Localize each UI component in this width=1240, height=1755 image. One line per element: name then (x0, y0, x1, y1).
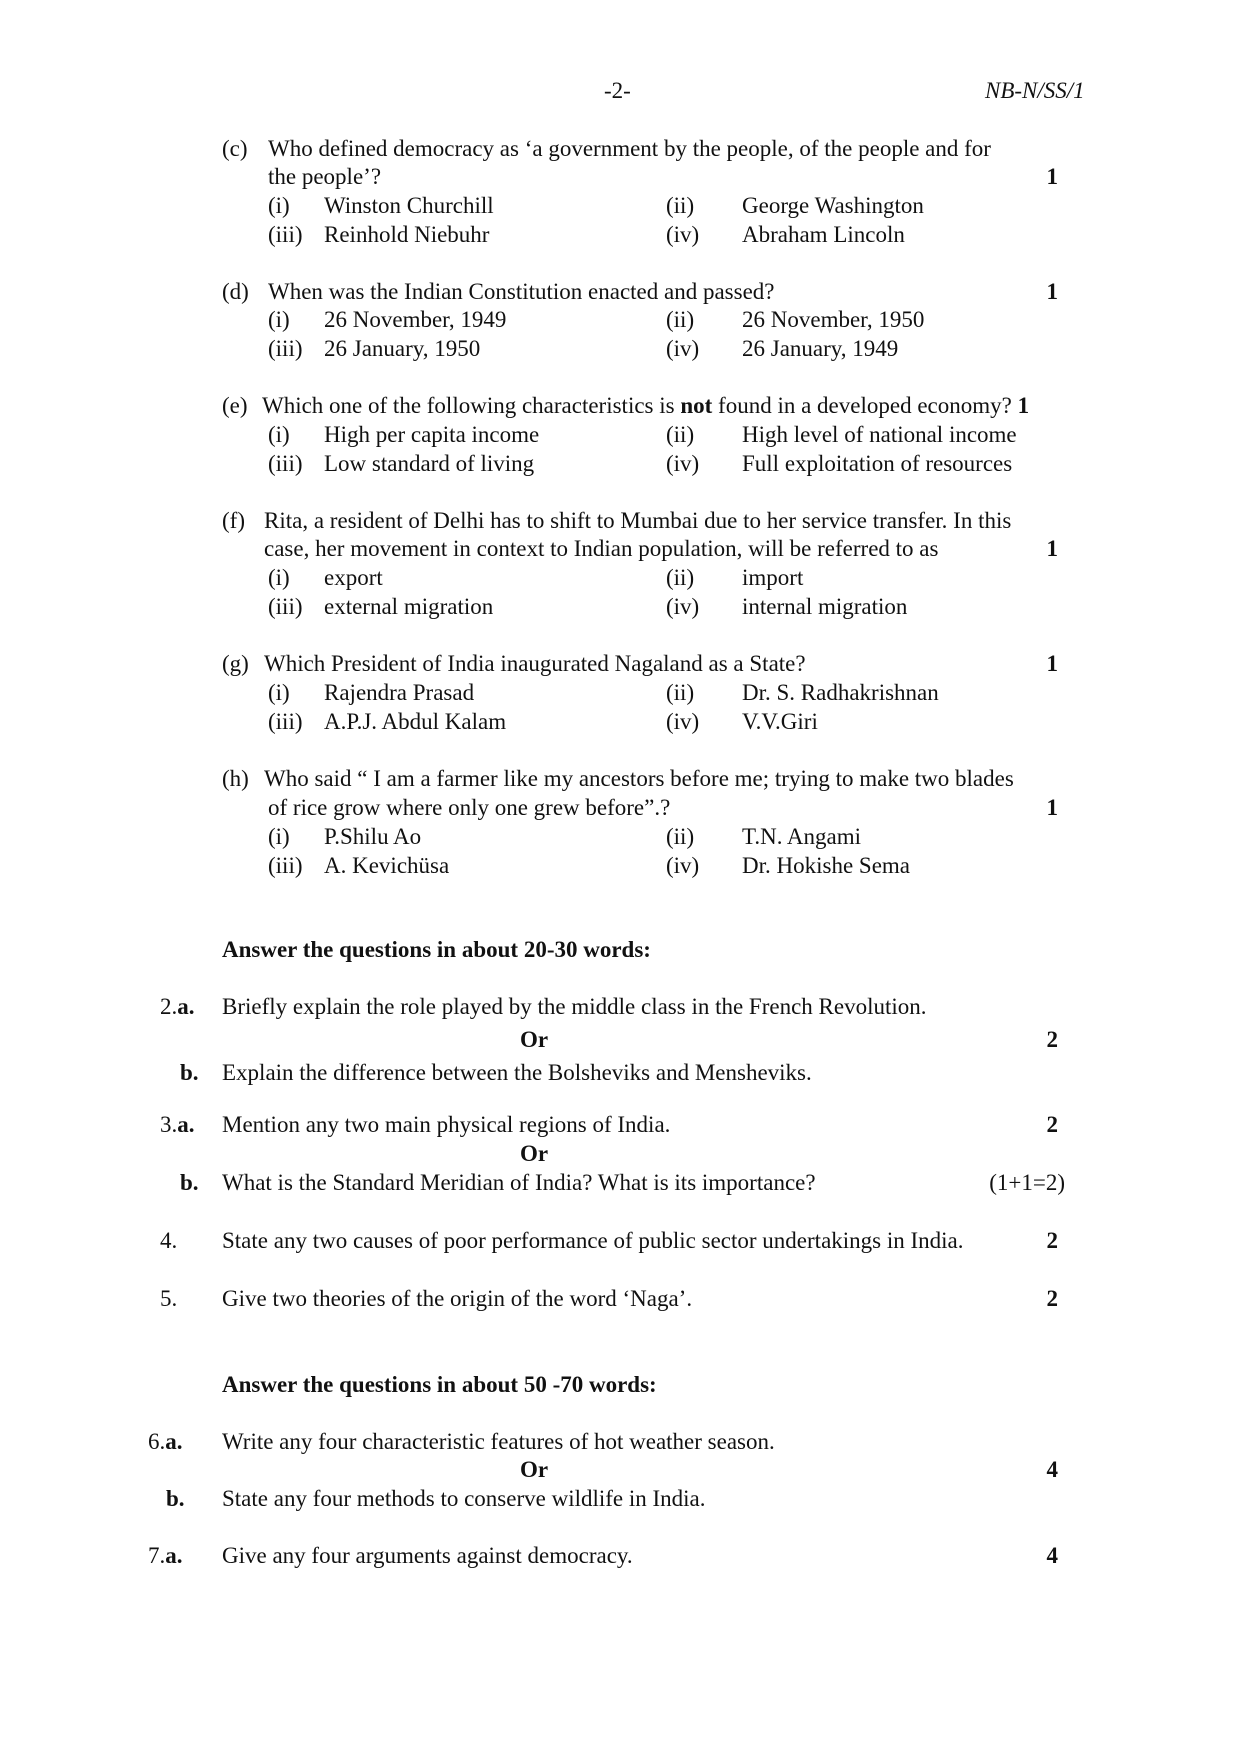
question-3b-text: What is the Standard Meridian of India? What is its importance? (222, 1170, 816, 1195)
question-number (148, 1541, 183, 1570)
option-text: Rajendra Prasad (324, 680, 475, 705)
marks-breakdown: (1+1=2) (989, 1170, 1065, 1195)
question-text-pre: Which one of the following characteristics is (262, 393, 675, 418)
option-text: 26 November, 1949 (324, 307, 507, 332)
marks: 4 (1046, 1457, 1058, 1482)
option-num: (iii) (268, 451, 303, 476)
option-text: Abraham Lincoln (742, 222, 905, 247)
or-label: Or (520, 1141, 549, 1166)
question-num: 3. (160, 1112, 178, 1137)
option-label-a: a. (165, 1543, 183, 1568)
marks: 1 (1046, 651, 1058, 676)
marks: 1 (1046, 164, 1058, 189)
option-text: Reinhold Niebuhr (324, 222, 490, 247)
question-text-line-1: Who said “ I am a farmer like my ancestors before me; trying to make two blades (264, 766, 1014, 791)
question-5-text: Give two theories of the origin of the word ‘Naga’. (222, 1286, 693, 1311)
option-num: (iv) (666, 594, 700, 619)
option-text: Dr. S. Radhakrishnan (742, 680, 939, 705)
question-2b-text: Explain the difference between the Bolsheviks and Mensheviks. (222, 1060, 812, 1085)
question-number: 4. (160, 1228, 178, 1253)
marks: 4 (1046, 1543, 1058, 1568)
question-text-line-1 (262, 391, 1029, 420)
option-num: (ii) (666, 307, 695, 332)
option-text: Dr. Hokishe Sema (742, 853, 911, 878)
question-text-post: found in a developed economy? (718, 393, 1012, 418)
option-text: High level of national income (742, 422, 1017, 447)
option-text: 26 January, 1950 (324, 336, 481, 361)
marks: 2 (1046, 1112, 1058, 1137)
option-num: (i) (268, 307, 290, 332)
option-num: (i) (268, 680, 290, 705)
question-label: (e) (222, 393, 248, 418)
option-num: (ii) (666, 565, 695, 590)
section-heading-short-answer: Answer the questions in about 20-30 words: (222, 937, 651, 962)
option-num: (iii) (268, 222, 303, 247)
question-7a-text: Give any four arguments against democracy. (222, 1543, 633, 1568)
option-label-b: b. (166, 1486, 185, 1511)
option-text: P.Shilu Ao (324, 824, 422, 849)
page-number: -2- (604, 78, 631, 103)
option-label-a: a. (177, 994, 195, 1019)
marks: 2 (1046, 1027, 1058, 1052)
question-text-line-1: When was the Indian Constitution enacted and passed? (268, 279, 775, 304)
option-text: George Washington (742, 193, 924, 218)
marks: 1 (1046, 536, 1058, 561)
option-text: import (742, 565, 804, 590)
option-num: (iii) (268, 853, 303, 878)
option-text: 26 January, 1949 (742, 336, 899, 361)
option-text: Full exploitation of resources (742, 451, 1013, 476)
option-num: (i) (268, 565, 290, 590)
question-text-line-1: Who defined democracy as ‘a government by the people, of the people and for (268, 136, 991, 161)
question-2a-text: Briefly explain the role played by the middle class in the French Revolution. (222, 994, 927, 1019)
option-text: A. Kevichüsa (324, 853, 450, 878)
option-text: 26 November, 1950 (742, 307, 925, 332)
question-text-line-1: Which President of India inaugurated Nagaland as a State? (264, 651, 806, 676)
question-num: 2. (160, 994, 178, 1019)
question-number (160, 1110, 195, 1139)
option-text: external migration (324, 594, 494, 619)
question-text-line-2: the people’? (268, 164, 382, 189)
option-text: Winston Churchill (324, 193, 494, 218)
question-number: 5. (160, 1286, 178, 1311)
option-label-b: b. (180, 1060, 199, 1085)
option-num: (ii) (666, 680, 695, 705)
option-num: (iii) (268, 336, 303, 361)
option-num: (ii) (666, 824, 695, 849)
marks: 2 (1046, 1286, 1058, 1311)
question-num: 6. (148, 1429, 166, 1454)
question-number (160, 992, 195, 1021)
option-text: Low standard of living (324, 451, 535, 476)
option-num: (i) (268, 824, 290, 849)
question-number (148, 1427, 183, 1456)
question-label: (c) (222, 136, 248, 161)
option-num: (i) (268, 193, 290, 218)
question-label: (d) (222, 279, 249, 304)
option-num: (iv) (666, 853, 700, 878)
question-text-emphasis: not (680, 393, 713, 418)
option-label-a: a. (177, 1112, 195, 1137)
option-num: (iii) (268, 594, 303, 619)
option-text: V.V.Giri (742, 709, 818, 734)
marks: 1 (1046, 795, 1058, 820)
question-label: (g) (222, 651, 249, 676)
question-label: (f) (222, 508, 245, 533)
question-6a-text: Write any four characteristic features of hot weather season. (222, 1429, 775, 1454)
question-text-line-2: of rice grow where only one grew before”.? (268, 795, 671, 820)
question-6b-text: State any four methods to conserve wildlife in India. (222, 1486, 706, 1511)
option-text: A.P.J. Abdul Kalam (324, 709, 507, 734)
marks: 1 (1017, 393, 1030, 418)
or-label: Or (520, 1027, 549, 1052)
or-label: Or (520, 1457, 549, 1482)
question-3a-text: Mention any two main physical regions of India. (222, 1112, 671, 1137)
option-num: (iv) (666, 336, 700, 361)
option-num: (ii) (666, 422, 695, 447)
option-num: (iv) (666, 222, 700, 247)
section-heading-long-answer: Answer the questions in about 50 -70 words: (222, 1372, 657, 1397)
option-num: (i) (268, 422, 290, 447)
question-num: 7. (148, 1543, 166, 1568)
option-num: (iii) (268, 709, 303, 734)
option-label-b: b. (180, 1170, 199, 1195)
question-label: (h) (222, 766, 249, 791)
option-num: (iv) (666, 709, 700, 734)
marks: 1 (1046, 279, 1058, 304)
option-text: High per capita income (324, 422, 540, 447)
option-num: (ii) (666, 193, 695, 218)
option-text: export (324, 565, 383, 590)
question-text-line-2: case, her movement in context to Indian population, will be referred to as (264, 536, 939, 561)
option-text: T.N. Angami (742, 824, 862, 849)
paper-code: NB-N/SS/1 (985, 78, 1085, 103)
question-4-text: State any two causes of poor performance of public sector undertakings in India. (222, 1228, 964, 1253)
question-text-line-1: Rita, a resident of Delhi has to shift to Mumbai due to her service transfer. In this (264, 508, 1012, 533)
marks: 2 (1046, 1228, 1058, 1253)
option-num: (iv) (666, 451, 700, 476)
option-label-a: a. (165, 1429, 183, 1454)
option-text: internal migration (742, 594, 908, 619)
